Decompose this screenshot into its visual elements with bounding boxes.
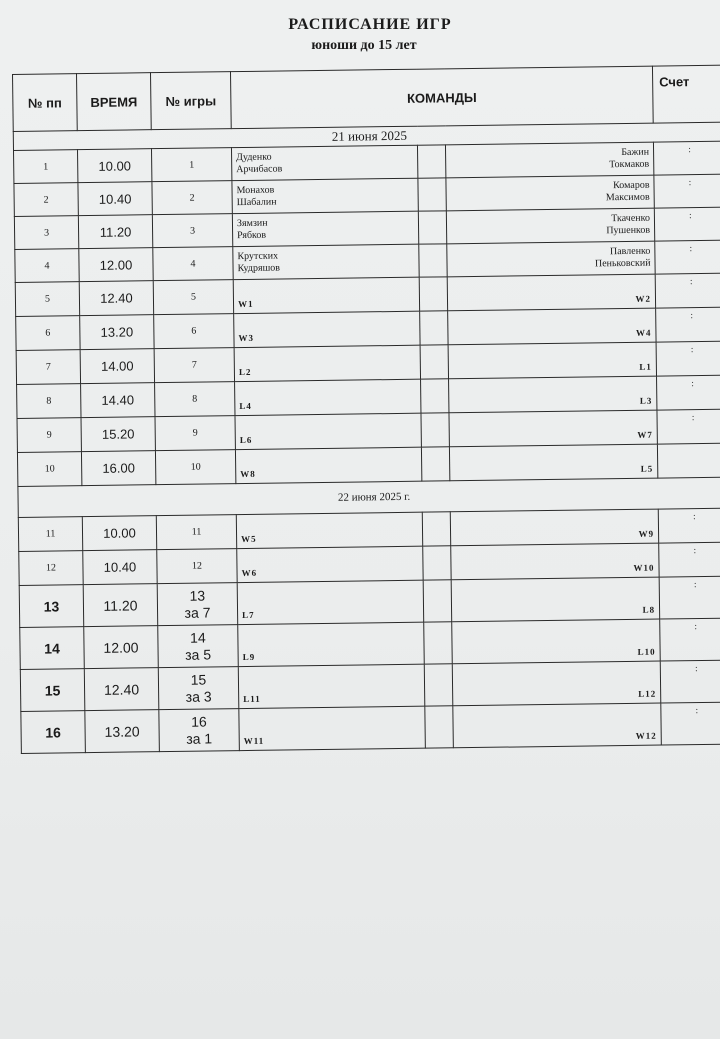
bracket-code: W2 bbox=[635, 293, 652, 304]
team-right bbox=[449, 444, 657, 481]
team-left bbox=[234, 345, 420, 381]
spacer-cell bbox=[419, 244, 447, 277]
game-number: 2 bbox=[152, 181, 232, 215]
game-number-value: 14 bbox=[189, 629, 206, 646]
row-number: 5 bbox=[15, 282, 79, 317]
bracket-code: W4 bbox=[635, 327, 652, 338]
bracket-code: W6 bbox=[241, 567, 258, 579]
bracket-code: W9 bbox=[638, 528, 655, 539]
game-time: 12.40 bbox=[84, 668, 159, 711]
game-number: 8 bbox=[155, 382, 235, 417]
bracket-code: L11 bbox=[243, 693, 261, 705]
game-time: 13.20 bbox=[85, 710, 160, 753]
row-number: 14 bbox=[20, 627, 85, 670]
team-left bbox=[236, 512, 422, 548]
team-left bbox=[233, 244, 419, 279]
page-subtitle: юноши до 15 лет bbox=[311, 38, 417, 53]
spacer-cell bbox=[423, 546, 451, 580]
game-time: 10.00 bbox=[82, 516, 156, 551]
col-header-score: Счет bbox=[652, 65, 720, 123]
row-number: 15 bbox=[20, 669, 85, 712]
team-right bbox=[445, 142, 653, 178]
score-cell: : bbox=[658, 508, 720, 543]
team-right bbox=[447, 274, 655, 311]
team-left bbox=[238, 664, 425, 708]
game-number: 9 bbox=[155, 416, 235, 451]
page-title: РАСПИСАНИЕ ИГР bbox=[288, 16, 452, 33]
score-cell: : bbox=[654, 174, 720, 208]
bracket-code: W7 bbox=[637, 429, 653, 440]
score-cell: : bbox=[654, 207, 720, 241]
game-number bbox=[158, 625, 239, 668]
game-time: 10.00 bbox=[77, 149, 151, 183]
game-number-value: 16 bbox=[191, 713, 207, 730]
team-right bbox=[451, 577, 660, 622]
col-header-time: ВРЕМЯ bbox=[77, 73, 152, 131]
game-number bbox=[158, 667, 239, 710]
team-right bbox=[452, 661, 661, 706]
row-number: 11 bbox=[18, 517, 82, 552]
bracket-code: L12 bbox=[638, 688, 657, 699]
player-name: Рябков bbox=[237, 229, 267, 242]
spacer-cell bbox=[418, 178, 446, 211]
game-number: 3 bbox=[152, 214, 232, 248]
date-label: 21 июня 2025 bbox=[13, 122, 720, 150]
game-number-value: 13 bbox=[189, 587, 206, 604]
bracket-code: W3 bbox=[238, 332, 255, 344]
game-number bbox=[157, 583, 238, 626]
score-cell: : bbox=[655, 240, 720, 274]
team-left bbox=[231, 145, 417, 180]
team-left bbox=[235, 379, 421, 415]
team-right bbox=[449, 376, 657, 413]
score-cell: : bbox=[656, 307, 720, 342]
player-name: Пеньковский bbox=[594, 257, 651, 270]
score-cell: : bbox=[660, 618, 720, 661]
game-time: 14.00 bbox=[80, 349, 154, 384]
row-number: 3 bbox=[14, 216, 78, 250]
bracket-code: L6 bbox=[239, 434, 253, 446]
team-left bbox=[235, 413, 421, 449]
player-name: Арчибасов bbox=[236, 163, 283, 176]
spacer-cell bbox=[418, 211, 446, 244]
player-name: Пушенков bbox=[606, 224, 651, 237]
spacer-cell bbox=[422, 512, 450, 546]
team-left bbox=[237, 580, 424, 624]
team-right bbox=[447, 241, 655, 277]
score-cell bbox=[657, 443, 720, 478]
score-cell: : bbox=[656, 341, 720, 376]
team-right bbox=[450, 509, 658, 546]
player-name: Монахов bbox=[236, 184, 275, 197]
game-time: 11.20 bbox=[83, 584, 158, 627]
player-name: Крутских bbox=[237, 250, 279, 263]
bracket-code: W12 bbox=[635, 730, 657, 741]
spacer-cell bbox=[425, 706, 454, 748]
team-right bbox=[448, 308, 656, 345]
game-number: 11 bbox=[156, 515, 236, 550]
player-name: Кудряшов bbox=[237, 262, 281, 275]
team-right bbox=[451, 543, 659, 580]
row-number: 12 bbox=[19, 551, 83, 586]
score-cell: : bbox=[660, 660, 720, 703]
player-name: Токмаков bbox=[609, 158, 650, 171]
row-number: 6 bbox=[16, 316, 80, 351]
bracket-code: W8 bbox=[240, 468, 256, 480]
player-name: Ткаченко bbox=[611, 212, 651, 225]
game-time: 13.20 bbox=[80, 315, 154, 350]
spacer-cell bbox=[423, 580, 452, 622]
table-row bbox=[21, 702, 720, 753]
bracket-code: L1 bbox=[639, 361, 652, 372]
team-left bbox=[232, 211, 418, 246]
player-name: Максимов bbox=[605, 191, 650, 204]
game-number: 4 bbox=[153, 247, 233, 281]
player-name: Бажин bbox=[621, 146, 650, 159]
player-name: Комаров bbox=[613, 179, 650, 192]
spacer-cell bbox=[421, 413, 449, 447]
score-cell: : bbox=[659, 576, 720, 619]
game-number: 7 bbox=[154, 348, 234, 383]
placement-label: за 3 bbox=[185, 687, 212, 705]
team-right bbox=[446, 175, 654, 211]
game-time: 11.20 bbox=[78, 215, 152, 249]
game-time: 10.40 bbox=[83, 550, 157, 585]
bracket-code: W10 bbox=[633, 562, 655, 573]
placement-label: за 7 bbox=[184, 603, 211, 621]
spacer-cell bbox=[421, 447, 449, 481]
team-left bbox=[239, 706, 426, 750]
player-name: Шабалин bbox=[236, 196, 277, 209]
bracket-code: W11 bbox=[243, 735, 265, 747]
row-number: 2 bbox=[14, 183, 78, 217]
score-cell: : bbox=[659, 542, 720, 577]
spacer-cell bbox=[417, 145, 445, 178]
bracket-code: L4 bbox=[239, 400, 252, 412]
schedule-sheet bbox=[12, 65, 720, 754]
row-number: 13 bbox=[19, 585, 84, 628]
bracket-code: L5 bbox=[640, 463, 654, 474]
row-number: 8 bbox=[17, 384, 81, 419]
col-header-game: № игры bbox=[150, 72, 231, 130]
bracket-code: L8 bbox=[642, 604, 656, 615]
header-row bbox=[13, 65, 720, 131]
game-number: 10 bbox=[155, 450, 235, 485]
placement-label: за 5 bbox=[185, 645, 212, 663]
team-right bbox=[446, 208, 654, 244]
team-left bbox=[235, 447, 421, 483]
player-name: Дуденко bbox=[236, 151, 272, 164]
col-header-num: № пп bbox=[13, 74, 78, 132]
team-left bbox=[232, 178, 418, 213]
game-number: 5 bbox=[153, 280, 233, 315]
team-right bbox=[452, 619, 661, 664]
game-time: 14.40 bbox=[81, 383, 155, 418]
bracket-code: W1 bbox=[237, 298, 254, 310]
game-time: 15.20 bbox=[81, 417, 155, 452]
player-name: Павленко bbox=[609, 245, 651, 258]
row-number: 9 bbox=[17, 418, 81, 453]
score-cell: : bbox=[661, 702, 720, 745]
player-name: Зямзин bbox=[236, 217, 268, 230]
team-left bbox=[238, 622, 425, 666]
schedule-table bbox=[12, 65, 720, 754]
row-number: 7 bbox=[16, 350, 80, 385]
date-label: 22 июня 2025 г. bbox=[18, 477, 720, 517]
bracket-code: L9 bbox=[242, 651, 256, 663]
row-number: 10 bbox=[17, 452, 81, 487]
team-left bbox=[237, 546, 423, 582]
score-cell: : bbox=[653, 141, 720, 175]
game-number: 12 bbox=[157, 549, 237, 584]
spacer-cell bbox=[424, 664, 453, 706]
team-left bbox=[233, 277, 419, 313]
spacer-cell bbox=[424, 622, 453, 664]
score-cell: : bbox=[657, 409, 720, 444]
col-header-teams: КОМАНДЫ bbox=[230, 66, 653, 129]
team-right bbox=[453, 703, 662, 748]
score-cell: : bbox=[655, 273, 720, 308]
spacer-cell bbox=[419, 277, 447, 311]
placement-label: за 1 bbox=[186, 729, 213, 747]
spacer-cell bbox=[421, 379, 449, 413]
spacer-cell bbox=[420, 345, 448, 379]
bracket-code: W5 bbox=[241, 533, 257, 545]
game-time: 12.00 bbox=[84, 626, 159, 669]
game-time: 16.00 bbox=[81, 451, 155, 486]
row-number: 4 bbox=[15, 249, 79, 283]
game-number bbox=[159, 709, 240, 752]
game-time: 12.00 bbox=[79, 248, 153, 282]
game-number: 6 bbox=[154, 314, 234, 349]
team-right bbox=[449, 410, 657, 447]
game-time: 12.40 bbox=[79, 281, 153, 316]
row-number: 1 bbox=[14, 150, 78, 184]
score-cell: : bbox=[657, 375, 720, 410]
game-number: 1 bbox=[151, 148, 231, 182]
bracket-code: L2 bbox=[238, 366, 252, 378]
bracket-code: L3 bbox=[639, 395, 653, 406]
bracket-code: L10 bbox=[637, 646, 656, 657]
row-number: 16 bbox=[21, 711, 86, 754]
game-time: 10.40 bbox=[78, 182, 152, 216]
bracket-code: L7 bbox=[242, 609, 255, 621]
team-right bbox=[448, 342, 656, 379]
spacer-cell bbox=[420, 311, 448, 345]
team-left bbox=[234, 311, 420, 347]
game-number-value: 15 bbox=[190, 671, 207, 688]
